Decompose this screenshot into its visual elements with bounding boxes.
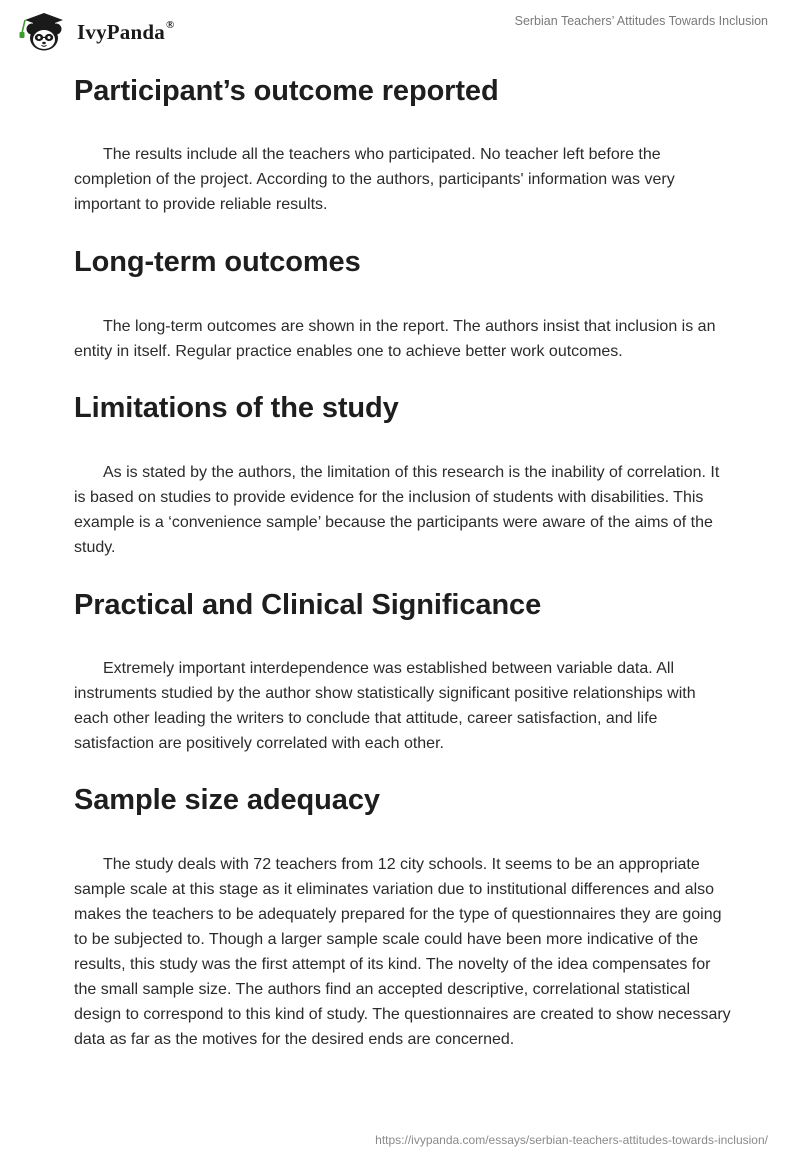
section-long-term-outcomes [74, 243, 734, 364]
section-practical-significance [74, 586, 734, 756]
section-heading: Participant’s outcome reported [74, 75, 499, 107]
essay-content [74, 72, 734, 1052]
section-paragraph: The results include all the teachers who participated. No teacher left before the completion of the project. According to the authors, participants' information was very important to provide reliable results. [74, 146, 675, 213]
registered-mark: ® [165, 19, 175, 31]
document-title: Serbian Teachers’ Attitudes Towards Inclusion [514, 14, 768, 28]
section-participants-outcome [74, 72, 734, 217]
section-paragraph: The long-term outcomes are shown in the report. The authors insist that inclusion is an entity in itself. Regular practice enables one to achieve better work outcomes. [74, 318, 716, 360]
section-limitations [74, 389, 734, 560]
brand-name-text: IvyPanda [77, 20, 165, 44]
section-paragraph: The study deals with 72 teachers from 12 city schools. It seems to be an appropriate sample scale at this stage as it eliminates variation due to institutional differences and also makes the teachers to be adequately prepared for the type of questionnaires they are going to be subjected to. Though a larger sample scale could have been more indicative of the results, this study was the first attempt of its kind. The novelty of the idea compensates for the small sample size. The authors find an accepted descriptive, correlational statistical design to correspond to this kind of study. The questionnaires are created to show necessary data as far as the motives for the desired ends are concerned. [74, 856, 731, 1048]
panda-graduation-cap-icon[interactable] [15, 9, 75, 53]
section-heading: Practical and Clinical Significance [74, 589, 542, 621]
section-heading: Long-term outcomes [74, 246, 361, 278]
source-url-link[interactable]: https://ivypanda.com/essays/serbian-teachers-attitudes-towards-inclusion/ [375, 1133, 768, 1147]
section-heading: Sample size adequacy [74, 784, 380, 816]
section-paragraph: As is stated by the authors, the limitation of this research is the inability of correlation. It is based on studies to provide evidence for the inclusion of students with disabilities. This example is a ‘convenience sample’ because the participants were aware of the aims of the study. [74, 464, 720, 556]
brand-name[interactable] [77, 20, 174, 45]
section-sample-size [74, 781, 734, 1052]
page-header [0, 0, 800, 60]
section-paragraph: Extremely important interdependence was established between variable data. All instruments studied by the author show statistically significant positive relationships with each other leading the writers to conclude that attitude, career satisfaction, and life satisfaction are positively correlated with each other. [74, 660, 696, 752]
section-heading: Limitations of the study [74, 392, 399, 424]
